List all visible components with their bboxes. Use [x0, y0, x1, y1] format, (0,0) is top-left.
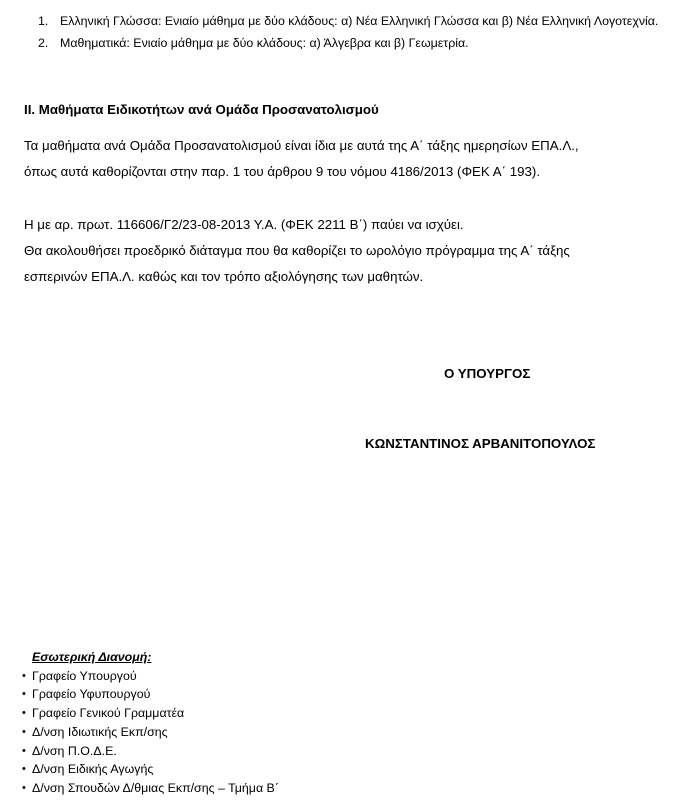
bullet-icon: • [22, 688, 26, 701]
distribution-item [22, 704, 279, 723]
distribution-item-label: Γραφείο Γενικού Γραμματέα [32, 706, 185, 721]
list-item-text: Μαθηματικά: Ενιαίο μάθημα με δύο κλάδους: α) Άλγεβρα και β) Γεωμετρία. [60, 36, 469, 50]
paragraph-courses [24, 133, 664, 185]
list-item [0, 10, 681, 32]
bullet-icon: • [22, 707, 26, 720]
distribution-item [22, 779, 279, 798]
distribution-item [22, 760, 279, 779]
paragraph-line: εσπερινών ΕΠΑ.Λ. καθώς και τον τρόπο αξιολόγησης των μαθητών. [24, 269, 424, 284]
distribution-item-label: Δ/νση Σπουδών Δ/θμιας Εκπ/σης – Τμήμα Β΄ [32, 780, 279, 795]
distribution-item-label: Γραφείο Υπουργού [32, 668, 137, 683]
list-number: 2. [38, 36, 49, 50]
list-number: 1. [38, 14, 49, 28]
section-heading: ΙΙ. Μαθήματα Ειδικοτήτων ανά Ομάδα Προσανατολισμού [24, 102, 379, 117]
paragraph-line: Η με αρ. πρωτ. 116606/Γ2/23-08-2013 Υ.Α. (ΦΕΚ 2211 Β΄) παύει να ισχύει. [24, 217, 464, 232]
distribution-item [22, 685, 279, 704]
numbered-list [0, 10, 681, 54]
bullet-icon: • [22, 744, 26, 757]
distribution-item-label: Δ/νση Ιδιωτικής Εκπ/σης [32, 724, 168, 739]
bullet-icon: • [22, 725, 26, 738]
distribution-title: Εσωτερική Διανομή: [32, 650, 152, 664]
distribution-item [22, 723, 279, 742]
distribution-item-label: Γραφείο Υφυπουργού [32, 687, 151, 702]
bullet-icon: • [22, 781, 26, 794]
paragraph-line: όπως αυτά καθορίζονται στην παρ. 1 του άρθρου 9 του νόμου 4186/2013 (ΦΕΚ Α΄ 193). [24, 164, 541, 179]
distribution-item [22, 742, 279, 761]
distribution-item-label: Δ/νση Ειδικής Αγωγής [32, 762, 154, 777]
paragraph-line: Τα μαθήματα ανά Ομάδα Προσανατολισμού είναι ίδια με αυτά της Α΄ τάξης ημερησίων ΕΠΑ.Λ., [24, 138, 579, 153]
paragraph-repeal [24, 212, 664, 290]
signature-role: Ο ΥΠΟΥΡΓΟΣ [444, 366, 531, 381]
internal-distribution [22, 648, 279, 798]
list-item [0, 32, 681, 54]
distribution-list [22, 667, 279, 798]
signature-name: ΚΩΝΣΤΑΝΤΙΝΟΣ ΑΡΒΑΝΙΤΟΠΟΥΛΟΣ [365, 436, 596, 451]
distribution-item-label: Δ/νση Π.Ο.Δ.Ε. [32, 743, 117, 758]
list-item-text: Ελληνική Γλώσσα: Ενιαίο μάθημα με δύο κλάδους: α) Νέα Ελληνική Γλώσσα και β) Νέα Ελληνική Λογοτεχνία. [60, 14, 659, 28]
bullet-icon: • [22, 763, 26, 776]
bullet-icon: • [22, 669, 26, 682]
distribution-item [22, 667, 279, 686]
paragraph-line: Θα ακολουθήσει προεδρικό διάταγμα που θα καθορίζει το ωρολόγιο πρόγραμμα της Α΄ τάξης [24, 243, 570, 258]
